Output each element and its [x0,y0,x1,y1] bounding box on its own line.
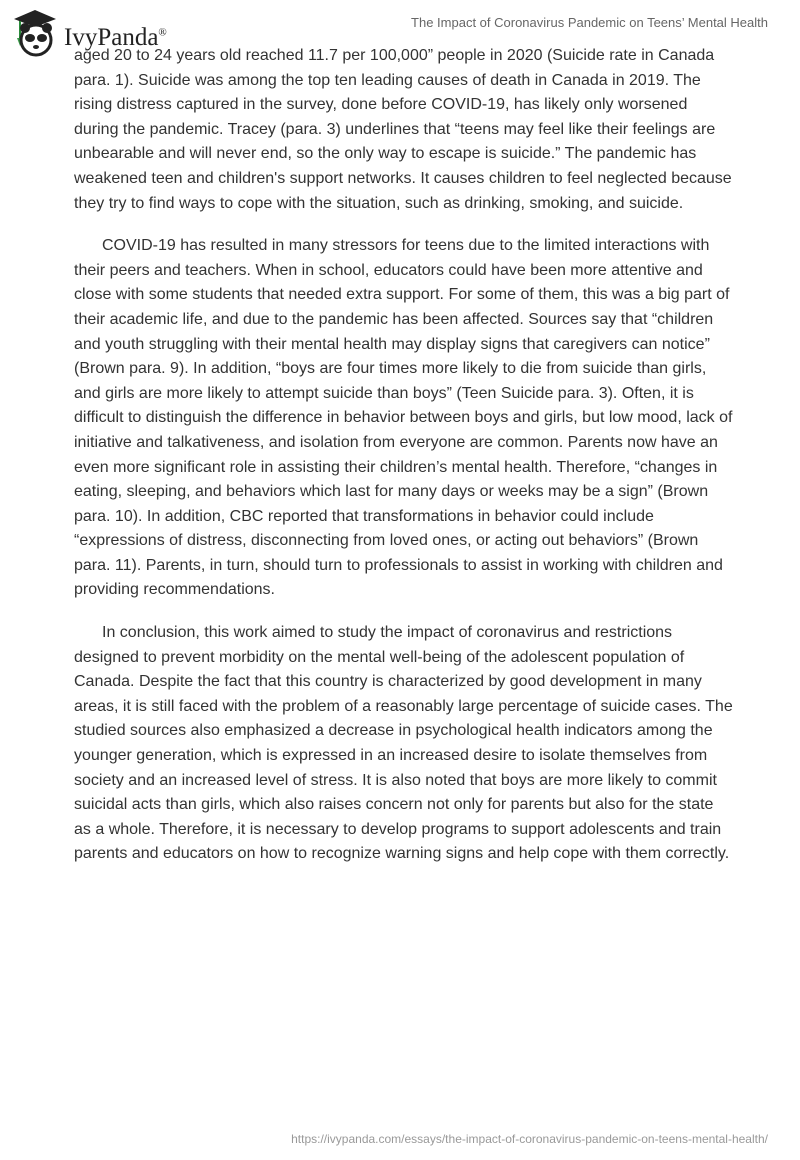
document-title: The Impact of Coronavirus Pandemic on Teens’ Mental Health [411,15,768,30]
paragraph: COVID-19 has resulted in many stressors for teens due to the limited interactions with their peers and teachers. When in school, educators could have been more attentive and close with some students that needed extra support. For some of them, this was a big part of their academic life, and due to the pandemic has been affected. Sources say that “children and youth struggling with their mental health may display signs that caregivers can notice” (Brown para. 9). In addition, “boys are four times more likely to die from suicide than girls, and girls are more likely to attempt suicide than boys” (Teen Suicide para. 3). Often, it is difficult to distinguish the difference in behavior between boys and girls, but low mood, lack of initiative and talkativeness, and isolation from everyone are common. Parents now have an even more significant role in assisting their children’s mental health. Therefore, “changes in eating, sleeping, and behaviors which last for many days or weeks may be a sign” (Brown para. 10). In addition, CBC reported that transformations in behavior could include “expressions of distress, disconnecting from loved ones, or acting out behaviors” (Brown para. 11). Parents, in turn, should turn to professionals to assist in working with children and providing recommendations. [74,237,733,599]
paragraph: aged 20 to 24 years old reached 11.7 per 100,000” people in 2020 (Suicide rate in Canada para. 1). Suicide was among the top ten leading causes of death in Canada in 2019. The rising distress captured in the survey, done before COVID-19, has likely only worsened during the pandemic. Tracey (para. 3) underlines that “teens may feel like their feelings are unbearable and will never end, so the only way to escape is suicide.” The pandemic has weakened teen and children's support networks. It causes children to feel neglected because they try to find ways to cope with the situation, such as drinking, smoking, and suicide. [74,47,732,212]
registered-mark: ® [158,26,167,39]
panda-graduate-icon [12,8,58,58]
source-url[interactable]: https://ivypanda.com/essays/the-impact-of-coronavirus-pandemic-on-teens-mental-health/ [291,1132,768,1146]
paragraph: In conclusion, this work aimed to study the impact of coronavirus and restrictions designed to prevent morbidity on the mental well-being of the adolescent population of Canada. Despite the fact that this country is characterized by good development in many areas, it is still faced with the problem of a reasonably large percentage of suicide cases. The studied sources also emphasized a decrease in psychological health indicators among the younger generation, which is expressed in an increased desire to isolate themselves from society and an increased level of stress. It is also noted that boys are more likely to commit suicidal acts than girls, which also raises concern not only for parents but also for the state as a whole. Therefore, it is necessary to develop programs to support adolescents and train parents and educators on how to recognize warning signs and help cope with them correctly. [74,624,733,863]
logo-name: IvyPanda [64,24,159,51]
essay-body [74,44,734,885]
